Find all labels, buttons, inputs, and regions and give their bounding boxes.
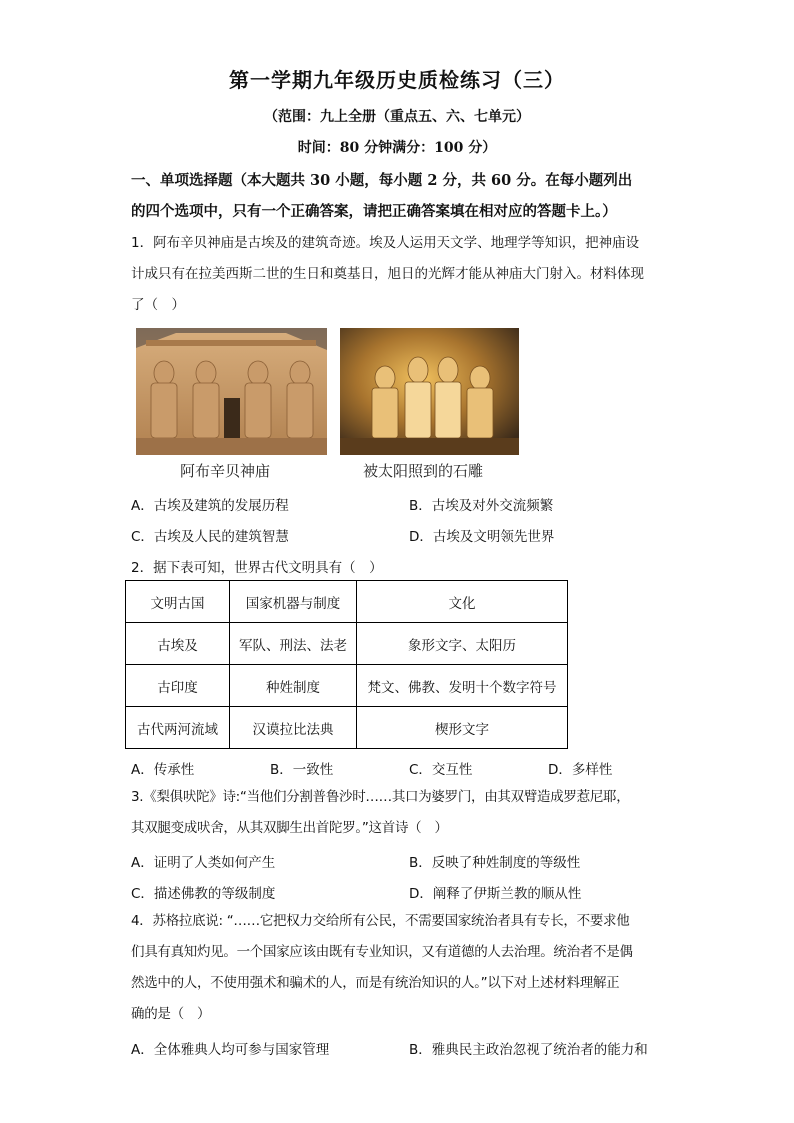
- q3-option-c[interactable]: C．描述佛教的等级制度: [131, 886, 276, 902]
- q3-line1: 3.《梨俱吠陀》诗:“当他们分割普鲁沙时……其口为婆罗门，由其双臂造成罗惹尼耶，: [131, 789, 630, 805]
- q3-line2: 其双腿变成吠舍，从其双脚生出首陀罗。”这首诗（ ）: [131, 820, 448, 836]
- section-heading: [131, 165, 671, 227]
- section-heading-line2: 的四个选项中，只有一个正确答案，请把正确答案填在相对应的答题卡上。）: [131, 203, 617, 220]
- table-header-cell: 文明古国: [126, 581, 230, 623]
- table-header-cell: 国家机器与制度: [230, 581, 357, 623]
- table-header-row: [126, 581, 568, 623]
- q2-option-b[interactable]: B．一致性: [270, 762, 334, 778]
- q4-line3: 然选中的人，不使用强术和骗术的人，而是有统治知识的人。”以下对上述材料理解正: [131, 975, 620, 991]
- image-caption-temple: 阿布辛贝神庙: [180, 462, 271, 480]
- table-row: [126, 707, 568, 749]
- q4-option-a[interactable]: A．全体雅典人均可参与国家管理: [131, 1042, 330, 1058]
- q1-line1: 1．阿布辛贝神庙是古埃及的建筑奇迹。埃及人运用天文学、地理学等知识，把神庙设: [131, 235, 640, 251]
- page-title: 第一学期九年级历史质检练习（三）: [229, 68, 565, 92]
- q1-option-b[interactable]: B．古埃及对外交流频繁: [409, 498, 554, 514]
- q3-option-b[interactable]: B．反映了种姓制度的等级性: [409, 855, 581, 871]
- q1-option-d[interactable]: D．古埃及文明领先世界: [409, 529, 555, 545]
- question-2-stem: 2．据下表可知，世界古代文明具有（ ）: [131, 560, 383, 576]
- table-cell: 汉谟拉比法典: [230, 707, 357, 749]
- table-cell: 象形文字、太阳历: [357, 623, 568, 665]
- q3-option-a[interactable]: A．证明了人类如何产生: [131, 855, 276, 871]
- table-cell: 梵文、佛教、发明十个数字符号: [357, 665, 568, 707]
- q1-option-c[interactable]: C．古埃及人民的建筑智慧: [131, 529, 289, 545]
- table-cell: 古埃及: [126, 623, 230, 665]
- table-cell: 楔形文字: [357, 707, 568, 749]
- table-cell: 古印度: [126, 665, 230, 707]
- sunlit-statues-image: [340, 328, 519, 455]
- q1-line3: 了（ ）: [131, 297, 185, 313]
- table-cell: 军队、刑法、法老: [230, 623, 357, 665]
- abu-simbel-temple-image: [136, 328, 327, 455]
- q4-line4: 确的是（ ）: [131, 1006, 211, 1022]
- table-row: [126, 665, 568, 707]
- q2-option-d[interactable]: D．多样性: [548, 762, 613, 778]
- q1-option-a[interactable]: A．古埃及建筑的发展历程: [131, 498, 289, 514]
- q4-option-b[interactable]: B．雅典民主政治忽视了统治者的能力和: [409, 1042, 648, 1058]
- q3-option-d[interactable]: D．阐释了伊斯兰教的顺从性: [409, 886, 582, 902]
- table-row: [126, 623, 568, 665]
- exam-time: 时间：80 分钟满分：100 分）: [297, 140, 497, 156]
- table-cell: 种姓制度: [230, 665, 357, 707]
- question-1-stem: [131, 228, 671, 321]
- civilization-table: [125, 580, 568, 749]
- q4-line1: 4．苏格拉底说: “……它把权力交给所有公民，不需要国家统治者具有专长，不要求他: [131, 913, 630, 929]
- question-3-stem: [131, 782, 671, 844]
- image-caption-statues: 被太阳照到的石雕: [363, 462, 484, 480]
- section-heading-line1: 一、单项选择题（本大题共 30 小题，每小题 2 分，共 60 分。在每小题列出: [131, 172, 633, 189]
- q2-option-a[interactable]: A．传承性: [131, 762, 195, 778]
- q2-option-c[interactable]: C．交互性: [409, 762, 473, 778]
- question-4-stem: [131, 906, 671, 1030]
- table-header-cell: 文化: [357, 581, 568, 623]
- q1-line2: 计成只有在拉美西斯二世的生日和奠基日，旭日的光辉才能从神庙大门射入。材料体现: [131, 266, 644, 282]
- table-cell: 古代两河流域: [126, 707, 230, 749]
- exam-scope: （范围：九上全册（重点五、六、七单元）: [264, 109, 530, 125]
- q4-line2: 们具有真知灼见。一个国家应该由既有专业知识，又有道德的人去治理。统治者不是偶: [131, 944, 633, 960]
